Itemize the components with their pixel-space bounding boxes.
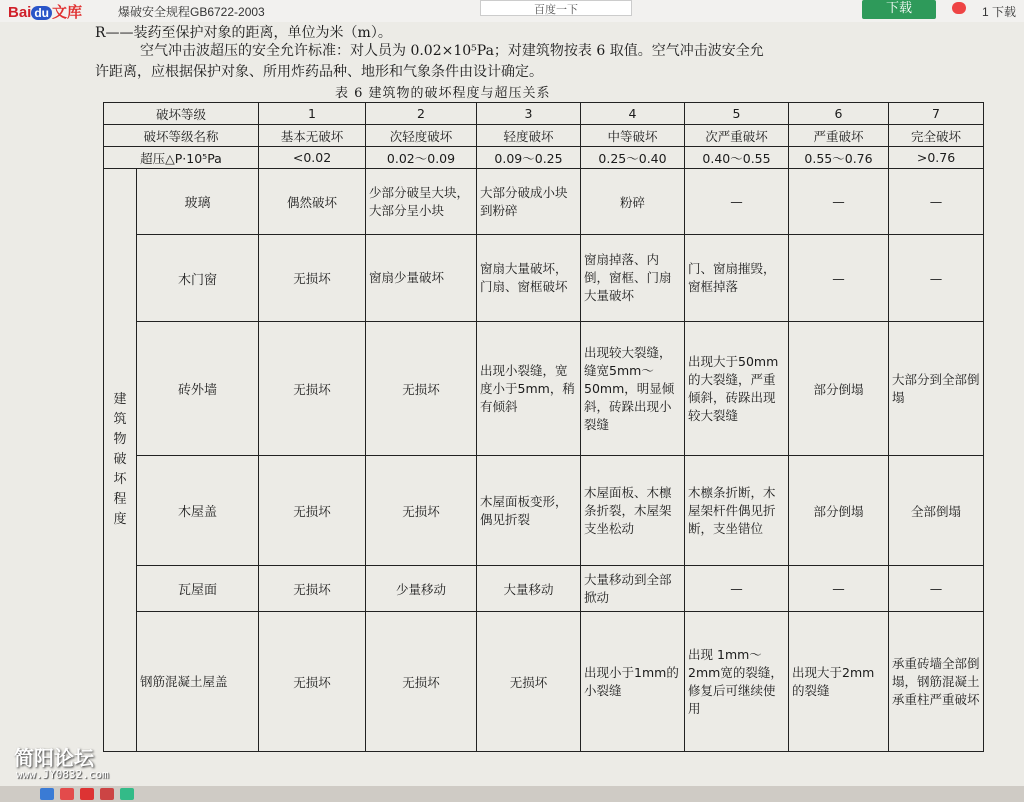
header-cell: 6: [789, 103, 889, 125]
table-cell: 门、窗扇摧毁，窗框掉落: [685, 235, 789, 322]
table-cell: 大量移动: [477, 566, 581, 612]
table-cell: 窗扇少量破坏: [366, 235, 477, 322]
row-label: 钢筋混凝土屋盖: [137, 612, 259, 752]
row-label: 砖外墙: [137, 322, 259, 456]
taskbar-app-icon[interactable]: [60, 788, 74, 800]
table-cell: 出现较大裂缝，缝宽5mm～50mm，明显倾斜，砖跺出现小裂缝: [581, 322, 685, 456]
header-cell: 0.25～0.40: [581, 147, 685, 169]
header-cell: 7: [889, 103, 984, 125]
header-cell: 严重破坏: [789, 125, 889, 147]
table-cell: 粉碎: [581, 169, 685, 235]
logo-bai-text: Bai: [8, 4, 32, 21]
table-cell: 出现小于1mm的小裂缝: [581, 612, 685, 752]
taskbar-app-icon[interactable]: [80, 788, 94, 800]
baidu-wenku-logo[interactable]: [8, 1, 82, 22]
table-cell: —: [685, 169, 789, 235]
table-row-concrete-roof: [104, 612, 984, 752]
table-row-brick-wall: [104, 322, 984, 456]
user-icon[interactable]: [952, 2, 966, 14]
table-cell: 无损坏: [477, 612, 581, 752]
header-cell: 1: [259, 103, 366, 125]
damage-overpressure-table: [103, 102, 984, 752]
table-cell: 出现大于2mm的裂缝: [789, 612, 889, 752]
table-cell: 承重砖墙全部倒塌，钢筋混凝土承重柱严重破坏: [889, 612, 984, 752]
download-count: 1 下载: [982, 5, 1017, 19]
table-cell: —: [789, 169, 889, 235]
header-cell: 完全破坏: [889, 125, 984, 147]
header-cell: >0.76: [889, 147, 984, 169]
forum-watermark-url: www.JY0832.com: [16, 768, 109, 781]
document-title: 爆破安全规程GB6722-2003: [118, 5, 265, 19]
header-label: 超压△P·10⁵Pa: [104, 147, 259, 169]
forum-watermark-title: 简阳论坛: [14, 746, 94, 770]
header-cell: 4: [581, 103, 685, 125]
table-cell: 木屋面板变形，偶见折裂: [477, 456, 581, 566]
header-cell: 0.02～0.09: [366, 147, 477, 169]
taskbar-app-icon[interactable]: [100, 788, 114, 800]
table-cell: 无损坏: [259, 566, 366, 612]
table-cell: —: [889, 566, 984, 612]
table-cell: 大部分到全部倒塌: [889, 322, 984, 456]
row-label: 木门窗: [137, 235, 259, 322]
table-caption: 表 6 建筑物的破坏程度与超压关系: [335, 86, 551, 101]
header-cell: 0.55～0.76: [789, 147, 889, 169]
table-cell: 出现 1mm～2mm宽的裂缝，修复后可继续使用: [685, 612, 789, 752]
table-cell: —: [889, 169, 984, 235]
table-cell: 部分倒塌: [789, 322, 889, 456]
taskbar: [0, 786, 1024, 802]
table-cell: 无损坏: [259, 322, 366, 456]
header-cell: 0.40～0.55: [685, 147, 789, 169]
table-cell: 少量移动: [366, 566, 477, 612]
table-cell: 全部倒塌: [889, 456, 984, 566]
row-label: 木屋盖: [137, 456, 259, 566]
taskbar-app-icon[interactable]: [40, 788, 54, 800]
table-cell: 无损坏: [366, 322, 477, 456]
header-cell: 2: [366, 103, 477, 125]
table-cell: 窗扇大量破坏，门扇、窗框破坏: [477, 235, 581, 322]
header-row-grade: [104, 103, 984, 125]
table-cell: —: [889, 235, 984, 322]
header-cell: 0.09～0.25: [477, 147, 581, 169]
header-cell: 次轻度破坏: [366, 125, 477, 147]
logo-wenku-text: 文库: [52, 4, 83, 21]
header-label: 破坏等级: [104, 103, 259, 125]
table-cell: 少部分破呈大块，大部分呈小块: [366, 169, 477, 235]
paragraph-line-2: 空气冲击波超压的安全允许标准：对人员为 0.02×10⁵Pa；对建筑物按表 6 取值。空气冲击波安全允: [140, 43, 764, 59]
table-cell: 无损坏: [259, 612, 366, 752]
browser-top-bar: [0, 0, 1024, 23]
table-cell: —: [789, 235, 889, 322]
table-cell: 木檩条折断，木屋架杆件偶见折断，支坐错位: [685, 456, 789, 566]
search-button[interactable]: 百度一下: [480, 0, 632, 16]
table-row-tile-roof: [104, 566, 984, 612]
table-cell: —: [789, 566, 889, 612]
table-cell: —: [685, 566, 789, 612]
table-cell: 大部分破成小块到粉碎: [477, 169, 581, 235]
table-cell: 木屋面板、木檩条折裂，木屋架支坐松动: [581, 456, 685, 566]
category-label: [104, 169, 137, 752]
logo-du-text: du: [31, 6, 52, 20]
header-label: 破坏等级名称: [104, 125, 259, 147]
header-cell: 5: [685, 103, 789, 125]
header-row-overpressure: [104, 147, 984, 169]
taskbar-app-icon[interactable]: [120, 788, 134, 800]
table-cell: 无损坏: [366, 456, 477, 566]
document-page: [0, 22, 1024, 802]
table-cell: 部分倒塌: [789, 456, 889, 566]
table-cell: 出现小裂缝，宽度小于5mm，稍有倾斜: [477, 322, 581, 456]
header-cell: <0.02: [259, 147, 366, 169]
header-cell: 3: [477, 103, 581, 125]
paragraph-line-1: R——装药至保护对象的距离，单位为米（m）。: [95, 25, 392, 41]
download-button[interactable]: 下载: [862, 0, 936, 19]
table-cell: 无损坏: [259, 456, 366, 566]
table-cell: 大量移动到全部掀动: [581, 566, 685, 612]
table-row-wood-roof: [104, 456, 984, 566]
header-cell: 中等破坏: [581, 125, 685, 147]
header-row-grade-name: [104, 125, 984, 147]
table-cell: 偶然破坏: [259, 169, 366, 235]
row-label: 玻璃: [137, 169, 259, 235]
table-row-wood-door-window: [104, 235, 984, 322]
table-cell: 无损坏: [366, 612, 477, 752]
paragraph-line-3: 许距离，应根据保护对象、所用炸药品种、地形和气象条件由设计确定。: [95, 64, 543, 80]
header-cell: 基本无破坏: [259, 125, 366, 147]
table-cell: 出现大于50mm的大裂缝，严重倾斜，砖跺出现较大裂缝: [685, 322, 789, 456]
row-label: 瓦屋面: [137, 566, 259, 612]
header-cell: 次严重破坏: [685, 125, 789, 147]
table-cell: 窗扇掉落、内倒，窗框、门扇大量破坏: [581, 235, 685, 322]
header-cell: 轻度破坏: [477, 125, 581, 147]
category-text: 建筑物破坏程度: [113, 392, 127, 527]
table-row-glass: [104, 169, 984, 235]
table-cell: 无损坏: [259, 235, 366, 322]
